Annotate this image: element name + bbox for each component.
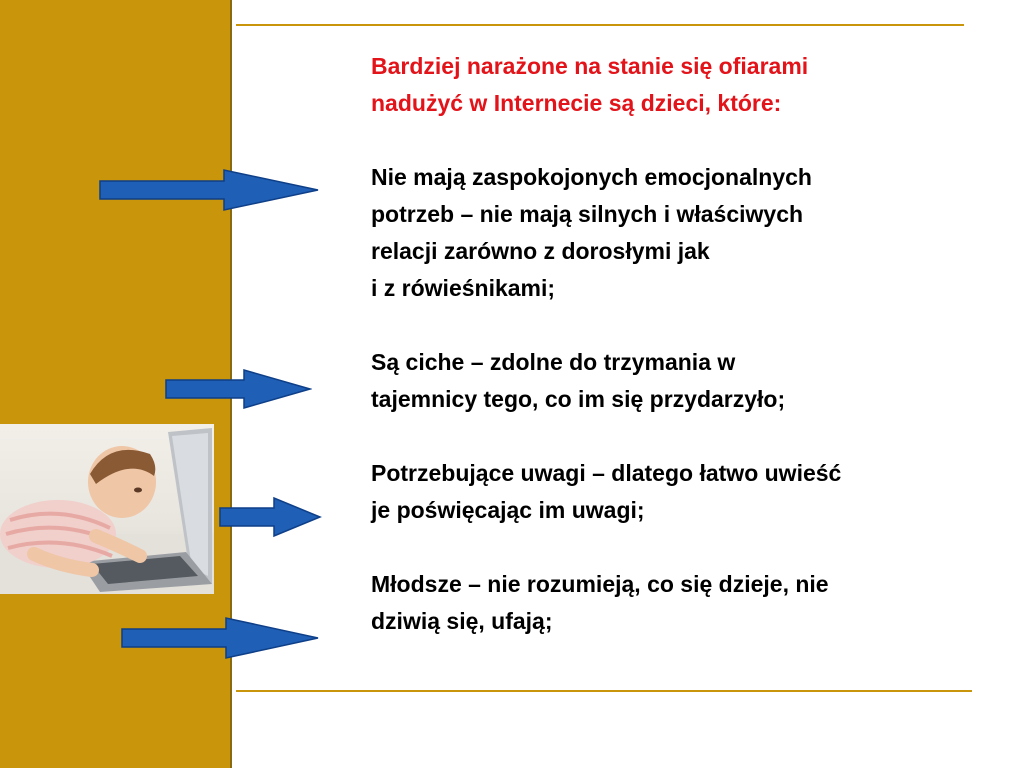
point-line: relacji zarówno z dorosłymi jak xyxy=(371,238,710,264)
point-line: Potrzebujące uwagi – dlatego łatwo uwieść xyxy=(371,460,842,486)
point-line: dziwią się, ufają; xyxy=(371,608,553,634)
point-line: tajemnicy tego, co im się przydarzyło; xyxy=(371,386,786,412)
arrow-right-icon xyxy=(164,368,312,410)
bottom-rule xyxy=(236,690,972,692)
slide-heading xyxy=(371,48,1001,122)
bullet-point-4 xyxy=(371,566,1001,640)
slide-text xyxy=(371,48,1001,640)
bullet-point-3 xyxy=(371,455,1001,529)
arrow-right-icon xyxy=(98,168,320,212)
point-line: Są ciche – zdolne do trzymania w xyxy=(371,349,736,375)
heading-line: nadużyć w Internecie są dzieci, które: xyxy=(371,90,782,116)
point-line: je poświęcając im uwagi; xyxy=(371,497,645,523)
point-line: potrzeb – nie mają silnych i właściwych xyxy=(371,201,804,227)
point-line: Młodsze – nie rozumieją, co się dzieje, nie xyxy=(371,571,829,597)
heading-line: Bardziej narażone na stanie się ofiarami xyxy=(371,53,809,79)
baby-with-laptop-image xyxy=(0,424,214,594)
point-line: Nie mają zaspokojonych emocjonalnych xyxy=(371,164,812,190)
arrow-right-icon xyxy=(218,496,322,538)
top-rule xyxy=(236,24,964,26)
bullet-point-1 xyxy=(371,159,1001,307)
arrow-right-icon xyxy=(120,616,320,660)
point-line: i z rówieśnikami; xyxy=(371,275,556,301)
bullet-point-2 xyxy=(371,344,1001,418)
